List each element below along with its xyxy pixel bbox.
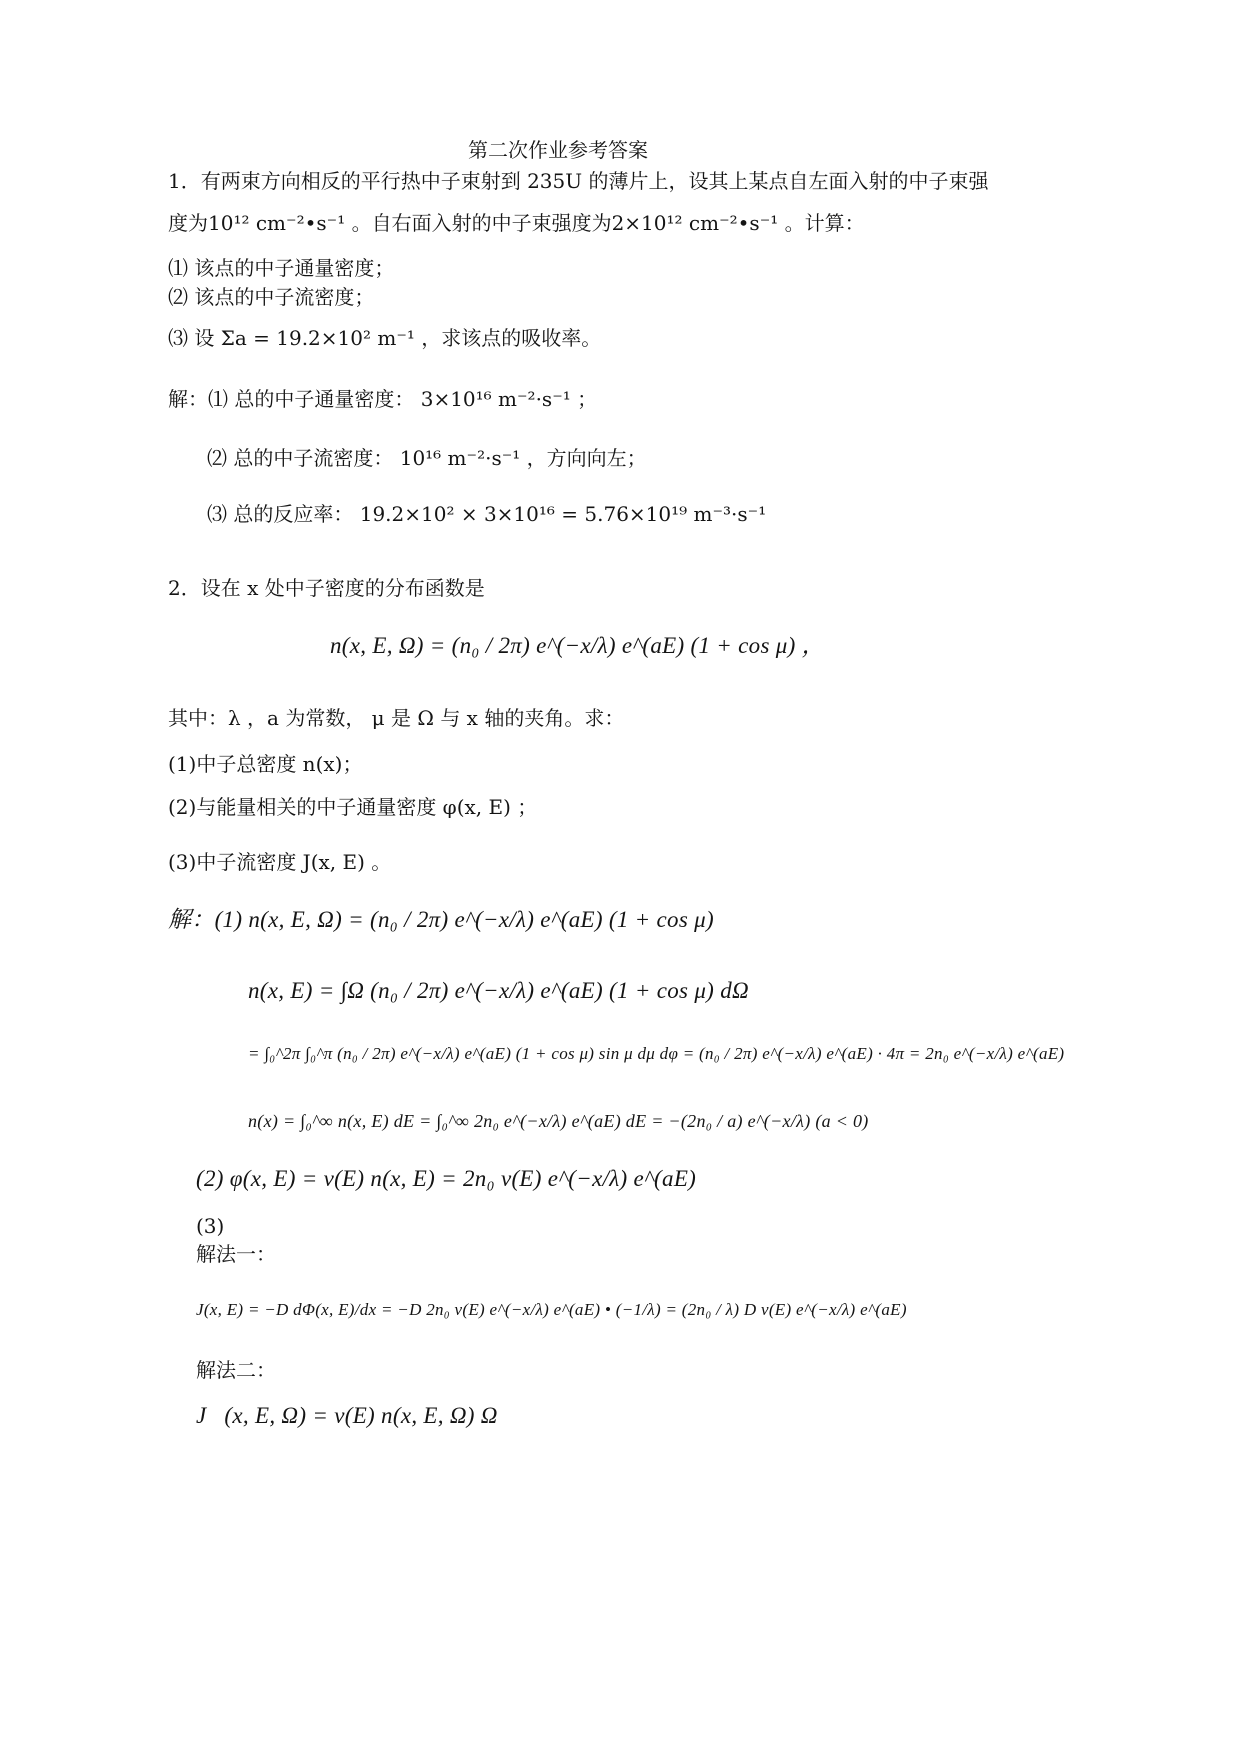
solution-step-5: (2) φ(x, E) = v(E) n(x, E) = 2n₀ v(E) e^(−x/λ) e^(aE) — [196, 1166, 697, 1191]
density-distribution-formula: n(x, E, Ω) = (n₀ / 2π) e^(−x/λ) e^(aE) (1 + cos μ) ， — [330, 633, 825, 658]
answer-1-line-3: ⑶ 总的反应率： 19.2×10² × 3×10¹⁶ = 5.76×10¹⁹ m⁻³·s⁻¹ — [207, 502, 767, 526]
question-1-item-2: ⑵ 该点的中子流密度； — [168, 285, 375, 309]
solution-step-6: (3) — [196, 1214, 225, 1238]
solution-step-8: J(x, E) = −D dΦ(x, E)/dx = −D 2n₀ v(E) e^(−x/λ) e^(aE) • (−1/λ) = (2n₀ / λ) D v(E) e^(−x/λ) e^(aE) — [196, 1300, 907, 1319]
question-2-item-1: (1)中子总密度 n(x)； — [168, 752, 363, 776]
solution-step-2: n(x, E) = ∫Ω (n₀ / 2π) e^(−x/λ) e^(aE) (1 + cos μ) dΩ — [248, 978, 749, 1003]
question-2-item-3: (3)中子流密度 J(x, E) 。 — [168, 850, 392, 874]
solution-method-1-label: 解法一： — [196, 1242, 276, 1266]
question-1-item-1: ⑴ 该点的中子通量密度； — [168, 256, 395, 280]
question-1-item-3: ⑶ 设 Σa = 19.2×10² m⁻¹ ，求该点的吸收率。 — [168, 326, 602, 350]
question-2-line-2: 其中：λ ，a 为常数， μ 是 Ω 与 x 轴的夹角。求： — [168, 706, 625, 730]
question-1-line-2: 度为10¹² cm⁻²•s⁻¹ 。自右面入射的中子束强度为2×10¹² cm⁻²•s⁻¹ 。计算： — [168, 211, 865, 235]
answer-1-line-1: 解：⑴ 总的中子通量密度： 3×10¹⁶ m⁻²·s⁻¹ ； — [168, 387, 598, 411]
solution-method-2-label: 解法二： — [196, 1358, 276, 1382]
solution-step-4: n(x) = ∫₀^∞ n(x, E) dE = ∫₀^∞ 2n₀ e^(−x/λ) e^(aE) dE = −(2n₀ / a) e^(−x/λ) (a < 0) — [248, 1111, 869, 1131]
solution-step-10: J⃗(x, E, Ω) = v(E) n(x, E, Ω) Ω⃗ ， — [196, 1403, 540, 1428]
question-1-line-1: 1．有两束方向相反的平行热中子束射到 235U 的薄片上，设其上某点自左面入射的中子束强 — [168, 169, 989, 193]
solution-step-3: = ∫₀^2π ∫₀^π (n₀ / 2π) e^(−x/λ) e^(aE) (1 + cos μ) sin μ dμ dφ = (n₀ / 2π) e^(−x/λ) e^(aE) · 4π = 2n₀ e^(−x/λ) e^(aE) — [248, 1044, 1065, 1063]
question-2-item-2: (2)与能量相关的中子通量密度 φ(x, E) ； — [168, 795, 538, 819]
answer-1-line-2: ⑵ 总的中子流密度： 10¹⁶ m⁻²·s⁻¹ ，方向向左； — [207, 446, 647, 470]
page-title: 第二次作业参考答案 — [468, 138, 648, 162]
question-2-line-1: 2．设在 x 处中子密度的分布函数是 — [168, 576, 485, 600]
solution-step-1: 解：(1) n(x, E, Ω) = (n₀ / 2π) e^(−x/λ) e^(aE) (1 + cos μ) — [168, 907, 714, 932]
